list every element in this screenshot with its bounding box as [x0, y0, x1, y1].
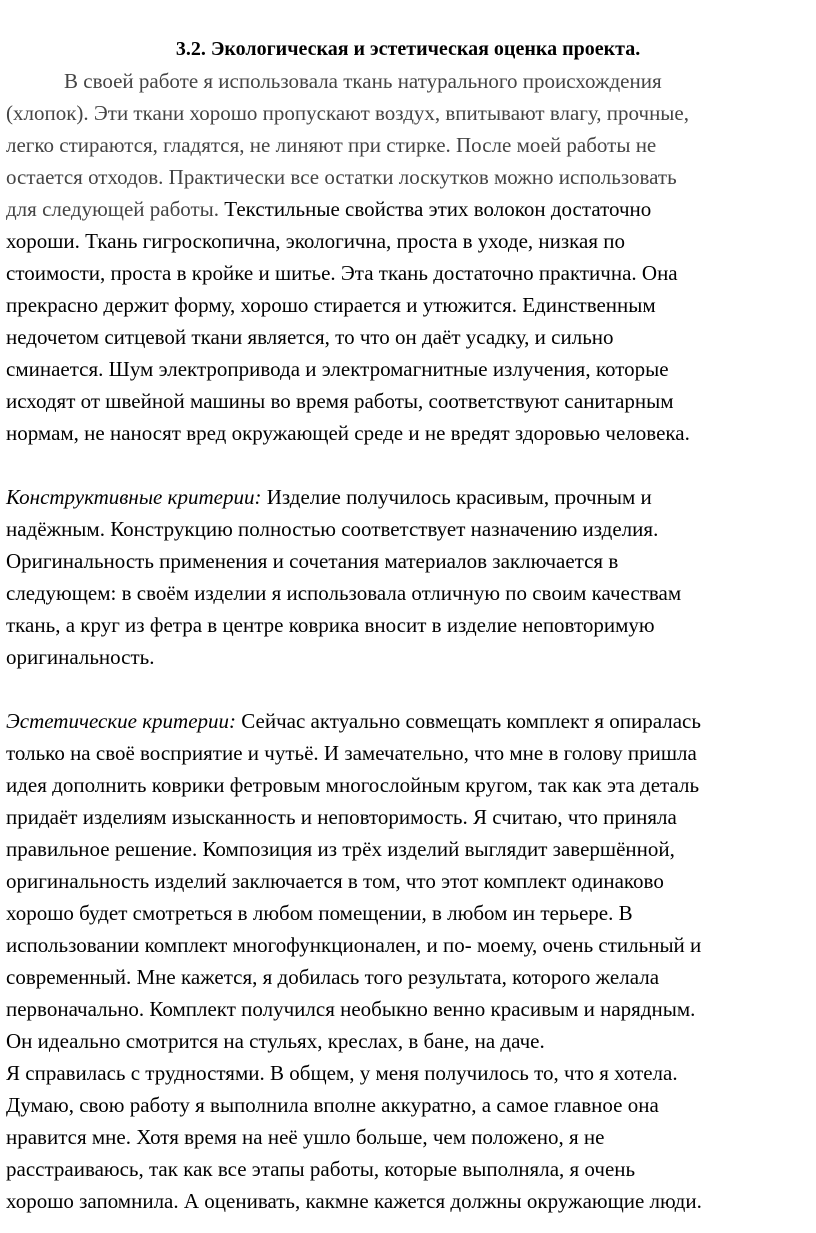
text-line: легко стираются, гладятся, не линяют при стирке. После моей работы не [6, 133, 657, 157]
text-line: следующем: в своём изделии я использовала отличную по своим качествам [6, 581, 682, 605]
text-line: Думаю, свою работу я выполнила вполне аккуратно, а самое главное она [6, 1093, 659, 1117]
text-line: хороши. Ткань гигроскопична, экологична, проста в уходе, низкая по [6, 229, 626, 253]
text-line: Я справилась с трудностями. В общем, у меня получилось то, что я хотела. [6, 1061, 678, 1085]
text-line [6, 707, 701, 735]
text-line: только на своё восприятие и чутьё. И замечательно, что мне в голову пришла [6, 741, 697, 765]
text-span: для следующей работы. [6, 197, 220, 221]
text-line: нормам, не наносят вред окружающей среде и не вредят здоровью человека. [6, 421, 690, 445]
text-line: сминается. Шум электропривода и электромагнитные излучения, которые [6, 357, 669, 381]
text-line [6, 483, 652, 511]
text-line: идея дополнить коврики фетровым многослойным кругом, так как эта деталь [6, 773, 700, 797]
text-line: оригинальность. [6, 645, 155, 669]
text-line: первоначально. Комплект получился необыкно венно красивым и нарядным. [6, 997, 696, 1021]
text-span: Текстильные свойства этих волокон достаточно [219, 197, 652, 221]
text-line: остается отходов. Практически все остатки лоскутков можно использовать [6, 165, 677, 189]
text-line: правильное решение. Композиция из трёх изделий выглядит завершённой, [6, 837, 675, 861]
text-line: расстраиваюсь, так как все этапы работы, которые выполняла, я очень [6, 1157, 636, 1181]
text-line: Он идеально смотрится на стульях, креслах, в бане, на даче. [6, 1029, 545, 1053]
text-line: (хлопок). Эти ткани хорошо пропускают воздух, впитывают влагу, прочные, [6, 101, 689, 125]
section-title: 3.2. Экологическая и эстетическая оценка проекта. [175, 38, 641, 60]
aesthetic-criteria-label: Эстетические критерии: [6, 709, 237, 733]
constructive-criteria-label: Конструктивные критерии: [6, 485, 262, 509]
text-line: Оригинальность применения и сочетания материалов заключается в [6, 549, 619, 573]
text-line: недочетом ситцевой ткани является, то что он даёт усадку, и сильно [6, 325, 614, 349]
text-span: Сейчас актуально совмещать комплект я опиралась [236, 709, 701, 733]
text-line: ткань, а круг из фетра в центре коврика вносит в изделие неповторимую [6, 613, 655, 637]
text-line: использовании комплект многофункционален, и по- моему, очень стильный и [6, 933, 702, 957]
text-line: придаёт изделиям изысканность и неповторимость. Я считаю, что приняла [6, 805, 677, 829]
text-line [6, 195, 651, 223]
text-line: современный. Мне кажется, я добилась того результата, которого желала [6, 965, 660, 989]
text-line: стоимости, проста в кройке и шитье. Эта ткань достаточно практична. Она [6, 261, 678, 285]
text-line: В своей работе я использовала ткань натурального происхождения [64, 69, 662, 93]
text-line: надёжным. Конструкцию полностью соответствует назначению изделия. [6, 517, 659, 541]
text-line: нравится мне. Хотя время на неё ушло больше, чем положено, я не [6, 1125, 605, 1149]
text-span: Изделие получилось красивым, прочным и [261, 485, 652, 509]
text-line: оригинальность изделий заключается в том, что этот комплект одинаково [6, 869, 664, 893]
text-line: прекрасно держит форму, хорошо стирается и утюжится. Единственным [6, 293, 656, 317]
text-line: хорошо запомнила. А оценивать, какмне кажется должны окружающие люди. [6, 1189, 702, 1213]
text-line: исходят от швейной машины во время работы, соответствуют санитарным [6, 389, 674, 413]
text-line: хорошо будет смотреться в любом помещении, в любом ин терьере. В [6, 901, 633, 925]
